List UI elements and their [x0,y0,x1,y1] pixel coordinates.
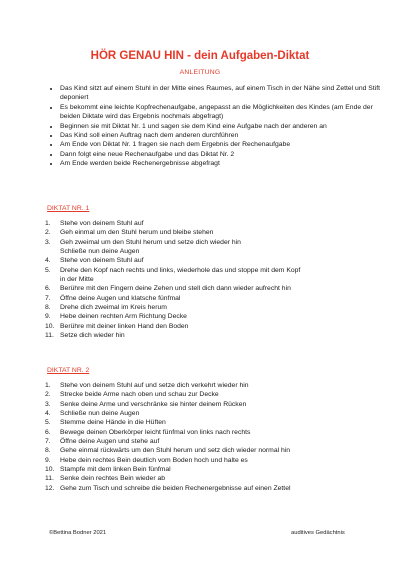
step-number: 9. [45,313,51,321]
step-number: 7. [45,294,51,302]
step-number: 2. [45,229,51,237]
step-item [45,484,375,493]
step-text: Öffne deine Augen und klatsche fünfmal [60,294,181,302]
step-item [45,456,375,465]
step-item [45,446,375,455]
step-item [45,312,375,321]
step-text: Stehe von deinem Stuhl auf [60,220,144,227]
step-number: 1. [45,220,51,227]
diktat2-heading: DIKTAT NR. 2 [47,367,90,374]
footer-topic: auditives Gedächtnis [291,530,345,536]
step-text: Öffne deine Augen und stehe auf [60,438,160,446]
page-title: HÖR GENAU HIN - dein Aufgaben-Diktat [90,50,310,62]
diktat2-list [45,381,375,493]
step-item [45,331,375,340]
step-number: 12. [45,484,55,492]
step-item [45,284,375,293]
step-item [45,322,375,331]
step-item [45,437,375,446]
step-number: 5. [45,419,51,427]
step-text: Stampfe mit dem linken Bein fünfmal [60,466,171,474]
step-text: Senke deine Arme und verschränke sie hinter deinem Rücken [60,400,247,408]
step-number: 8. [45,304,51,312]
step-text: Senke dein rechtes Bein wieder ab [60,475,166,483]
step-item [45,266,375,285]
step-item [45,418,375,427]
step-text: Stehe von deinem Stuhl auf [60,257,144,265]
step-text: Geh einmal um den Stuhl herum und bleibe stehen [60,229,214,237]
step-item [45,256,375,265]
step-number: 4. [45,410,51,418]
step-number: 10. [45,322,55,330]
instructions-heading: ANLEITUNG [179,69,221,76]
step-number: 1. [45,382,51,389]
step-item [45,409,375,418]
step-text: Drehe dich zweimal im Kreis herum [60,304,167,312]
step-text: Gehe zum Tisch und schreibe die beiden Rechenergebnisse auf einen Zettel [60,484,291,492]
step-text: Strecke beide Arme nach oben und schau zur Decke [60,391,219,399]
step-number: 9. [45,456,51,464]
instruction-item: • Beginnen sie mit Diktat Nr. 1 und sagen sie dem Kind eine Aufgabe nach der anderen an [60,122,380,131]
step-text: Schließe nun deine Augen [60,248,140,256]
step-text: Drehe den Kopf nach rechts und links, wiederhole das und stoppe mit dem Kopf [60,266,301,274]
instruction-item: • Am Ende von Diktat Nr. 1 fragen sie nach dem Ergebnis der Rechenaufgabe [60,140,380,149]
step-number: 4. [45,257,51,265]
step-number: 5. [45,266,51,274]
step-item [45,294,375,303]
step-number: 6. [45,285,51,293]
step-item [45,465,375,474]
instruction-item: • Es bekommt eine leichte Kopfrechenaufgabe, angepasst an die Möglichkeiten des Kindes (am Ende der beiden Diktate wird das Ergebnis nochmals abgefragt) [60,103,380,122]
instruction-item: • Am Ende werden beide Rechenergebnisse abgefragt [60,159,380,168]
step-item [45,428,375,437]
instruction-item: • Das Kind soll einen Auftrag nach dem anderen durchführen [60,131,380,140]
step-text: Hebe deinen rechten Arm Richtung Decke [60,313,187,321]
footer-copyright: ©Bettina Bodner 2021 [49,530,107,536]
step-text: Gehe einmal rückwärts um den Stuhl herum und setz dich wieder normal hin [60,447,291,455]
instructions-list [45,84,380,169]
step-item [45,238,375,257]
step-number: 3. [45,238,51,246]
step-number: 10. [45,466,55,474]
step-text: Berühre mit deiner linken Hand den Boden [60,322,189,330]
step-text: Hebe dein rechtes Bein deutlich vom Boden hoch und halte es [60,456,248,464]
step-text: Geh zweimal um den Stuhl herum und setze dich wieder hin [60,238,241,246]
diktat1-list [45,219,375,340]
instruction-item: • Dann folgt eine neue Rechenaufgabe und das Diktat Nr. 2 [60,150,380,159]
instruction-item: • Das Kind sitzt auf einem Stuhl in der Mitte eines Raumes, auf einem Tisch in der Nähe sind Zettel und Stift deponiert [60,84,380,103]
step-item [45,303,375,312]
step-number: 11. [45,475,54,483]
step-text: Bewege deinen Oberkörper leicht fünfmal von links nach rechts [60,428,251,436]
step-item [45,219,375,228]
step-text: Schließe nun deine Augen [60,410,140,418]
diktat1-heading: DIKTAT NR. 1 [47,205,90,212]
step-item [45,400,375,409]
step-text: Stemme deine Hände in die Hüften [60,419,166,427]
step-item [45,474,375,483]
step-number: 3. [45,400,51,408]
step-number: 11. [45,332,54,340]
step-number: 8. [45,447,51,455]
step-text: in der Mitte [60,276,94,284]
step-number: 2. [45,391,51,399]
step-text: Berühre mit den Fingern deine Zehen und stell dich dann wieder aufrecht hin [60,285,291,293]
step-item [45,390,375,399]
step-item [45,228,375,237]
step-text: Stehe von deinem Stuhl auf und setze dich verkehrt wieder hin [60,382,249,389]
step-item [45,381,375,390]
step-number: 7. [45,438,51,446]
step-text: Setze dich wieder hin [60,332,125,340]
step-number: 6. [45,428,51,436]
